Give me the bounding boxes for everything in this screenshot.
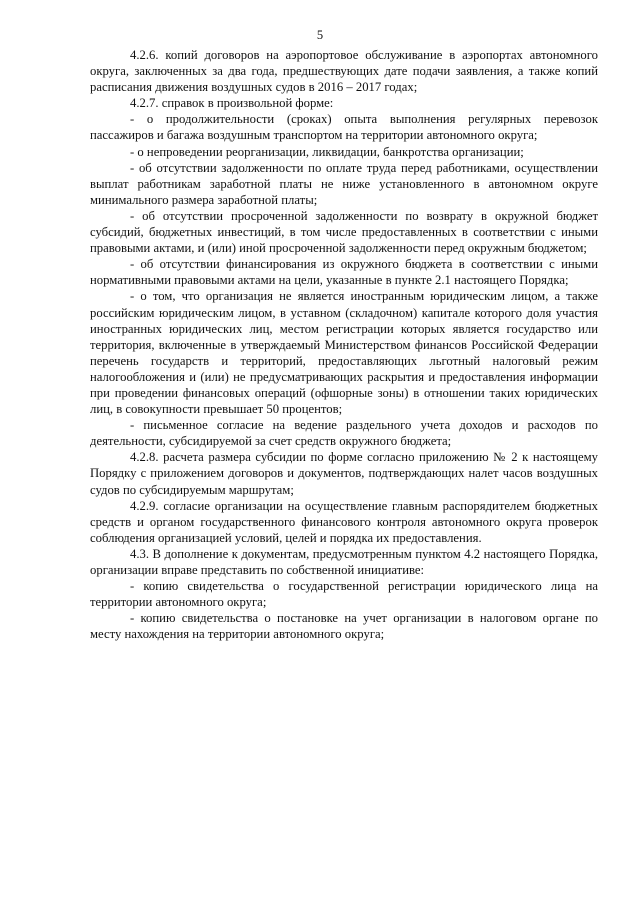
list-item-duration: - о продолжительности (сроках) опыта выполнения регулярных перевозок пассажиров и багажа воздушным транспортом на территории автономного округа; bbox=[90, 112, 598, 143]
list-item-no-other-funding: - об отсутствии финансирования из окружного бюджета в соответствии с иными нормативными правовыми актами на цели, указанные в пункте 2.1 настоящего Порядка; bbox=[90, 257, 598, 288]
paragraph-4-2-8: 4.2.8. расчета размера субсидии по форме согласно приложению № 2 к настоящему Порядку с приложением договоров и документов, подтверждающих налет часов воздушных судов по субсидируемым маршрутам; bbox=[90, 450, 598, 497]
list-item-tax-certificate: - копию свидетельства о постановке на учет организации в налоговом органе по месту нахождения на территории автономного округа; bbox=[90, 611, 598, 642]
paragraph-4-2-9: 4.2.9. согласие организации на осуществление главным распорядителем бюджетных средств и органом государственного финансового контроля автономного округа проверок соблюдения организацией условий, целей и порядка их предоставления. bbox=[90, 498, 598, 545]
list-item-separate-accounting: - письменное согласие на ведение раздельного учета доходов и расходов по деятельности, субсидируемой за счет средств окружного бюджета; bbox=[90, 418, 598, 449]
paragraph-4-2-6: 4.2.6. копий договоров на аэропортовое обслуживание в аэропортах автономного округа, заключенных за два года, предшествующих дате подачи заявления, а также копий расписания движения воздушных судов в 2016 – 2017 годах; bbox=[90, 48, 598, 95]
paragraph-4-2-7: 4.2.7. справок в произвольной форме: bbox=[130, 96, 334, 111]
list-item-not-foreign: - о том, что организация не является иностранным юридическим лицом, а также российским юридическим лицом, в уставном (складочном) капитале которого доля участия иностранных юридических лиц, местом регистрации которых является государство или территория, включенные в утверждаемый Министерством финансов Российской Федерации перечень государств и территорий, предоставляющих льготный налоговый режим налогообложения и (или) не предусматривающих раскрытия и предоставления информации при проведении финансовых операций (офшорные зоны) в отношении таких юридических лиц, в совокупности превышает 50 процентов; bbox=[90, 289, 598, 417]
page-number: 5 bbox=[316, 28, 324, 42]
paragraph-4-3: 4.3. В дополнение к документам, предусмотренным пунктом 4.2 настоящего Порядка, организации вправе представить по собственной инициативе: bbox=[90, 546, 598, 577]
document-body bbox=[90, 47, 598, 642]
list-item-no-wage-debt: - об отсутствии задолженности по оплате труда перед работниками, осуществлении выплат работникам заработной платы не ниже установленного в автономном округе минимального размера заработной платы; bbox=[90, 160, 598, 207]
list-item-registration-certificate: - копию свидетельства о государственной регистрации юридического лица на территории автономного округа; bbox=[90, 579, 598, 610]
list-item-no-reorganization: - о непроведении реорганизации, ликвидации, банкротства организации; bbox=[130, 144, 524, 159]
list-item-no-overdue-debt: - об отсутствии просроченной задолженности по возврату в окружной бюджет субсидий, бюджетных инвестиций, в том числе предоставленных в соответствии с иными правовыми актами, и (или) иной просроченной задолженности перед окружным бюджетом; bbox=[90, 208, 598, 256]
